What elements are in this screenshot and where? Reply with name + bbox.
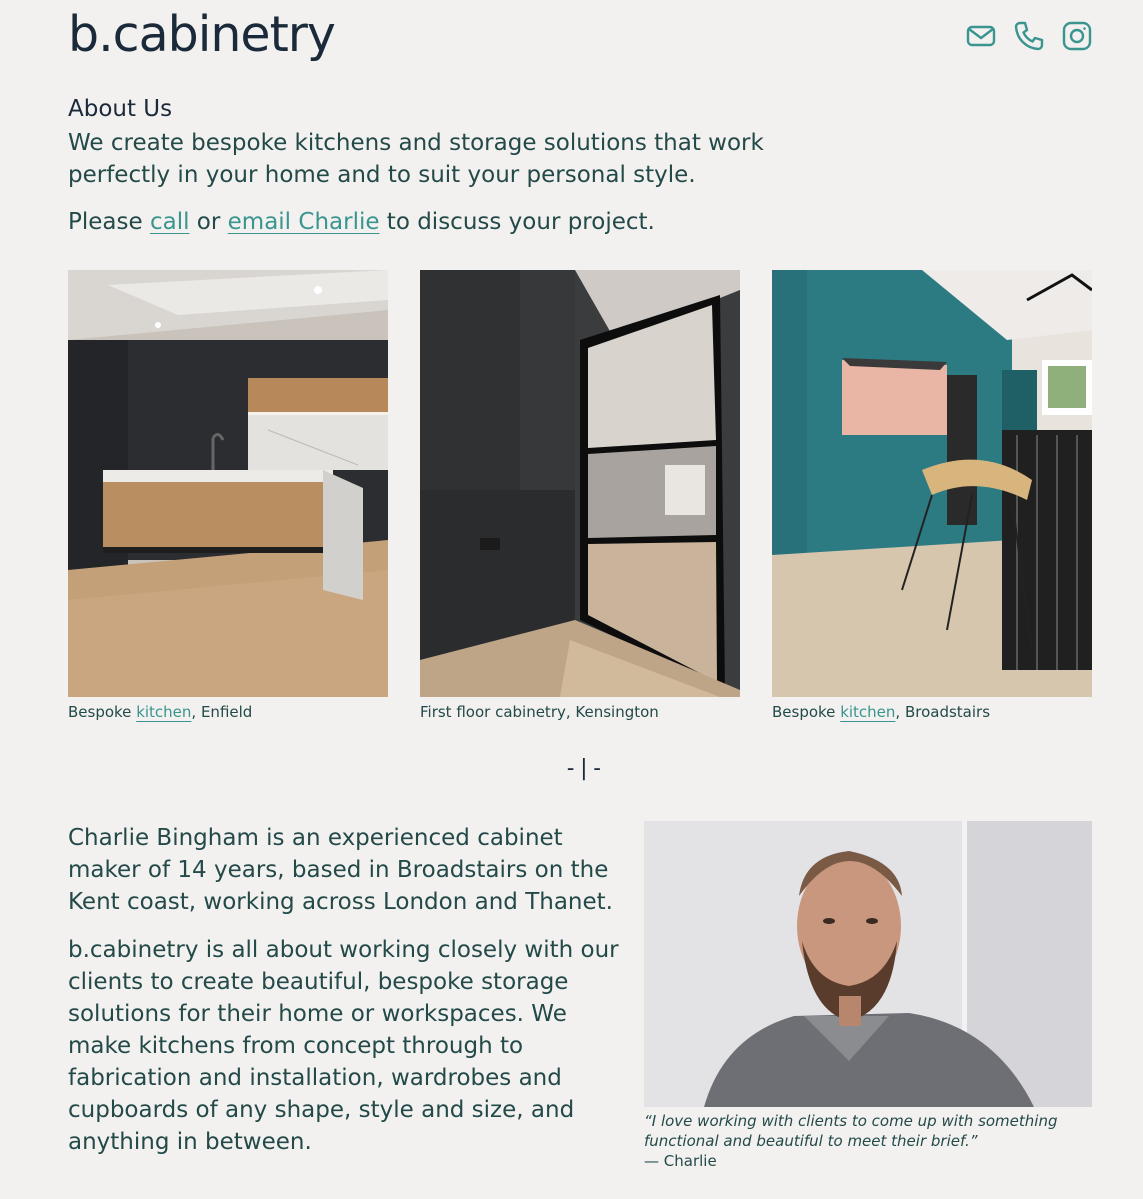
gallery <box>68 270 1092 721</box>
phone-icon[interactable] <box>1013 20 1045 52</box>
gallery-item-broadstairs <box>772 270 1092 721</box>
caption-text: Bespoke <box>68 703 137 721</box>
bio-paragraph-1: Charlie Bingham is an experienced cabinet maker of 14 years, based in Broadstairs on the Kent coast, working across London and Thanet. <box>68 825 613 915</box>
quote-author: — Charlie <box>644 1152 717 1170</box>
email-link[interactable]: email Charlie <box>227 209 380 235</box>
gallery-item-enfield <box>68 270 388 721</box>
cta-text-or: or <box>189 209 228 235</box>
kitchen-link[interactable]: kitchen <box>136 703 192 721</box>
cta-text-before: Please <box>68 209 150 235</box>
charlie-portrait-photo <box>644 821 1092 1107</box>
mail-icon[interactable] <box>965 20 997 52</box>
bio-paragraph-2: b.cabinetry is all about working closely with our clients to create beautiful, bespoke storage solutions for their home or workspaces. We make kitchens from concept through to fabrication and installation, wardrobes and cupboards of any shape, style and size, and anything in between. <box>68 937 619 1155</box>
caption-location: , Broadstairs <box>895 703 991 721</box>
bio-section <box>68 822 628 1174</box>
gallery-caption <box>772 703 1092 721</box>
cabinetry-kensington-photo <box>420 270 740 697</box>
kitchen-link[interactable]: kitchen <box>840 703 896 721</box>
contact-icons <box>965 20 1093 52</box>
about-cta <box>68 206 828 238</box>
about-text: We create bespoke kitchens and storage solutions that work perfectly in your home and to suit your personal style. <box>68 130 764 188</box>
caption-text: Bespoke <box>772 703 841 721</box>
kitchen-broadstairs-photo <box>772 270 1092 697</box>
kitchen-enfield-photo <box>68 270 388 697</box>
gallery-caption: First floor cabinetry, Kensington <box>420 703 659 721</box>
site-logo[interactable]: b.cabinetry <box>68 6 335 63</box>
charlie-quote: “I love working with clients to come up with something functional and beautiful to meet their brief.” <box>644 1112 1058 1150</box>
about-heading: About Us <box>68 96 173 122</box>
gallery-caption <box>68 703 388 721</box>
instagram-icon[interactable] <box>1061 20 1093 52</box>
cta-text-after: to discuss your project. <box>379 209 655 235</box>
gallery-item-kensington <box>420 270 740 721</box>
caption-location: , Enfield <box>191 703 253 721</box>
section-divider: -|- <box>564 756 604 781</box>
call-link[interactable]: call <box>149 209 190 235</box>
